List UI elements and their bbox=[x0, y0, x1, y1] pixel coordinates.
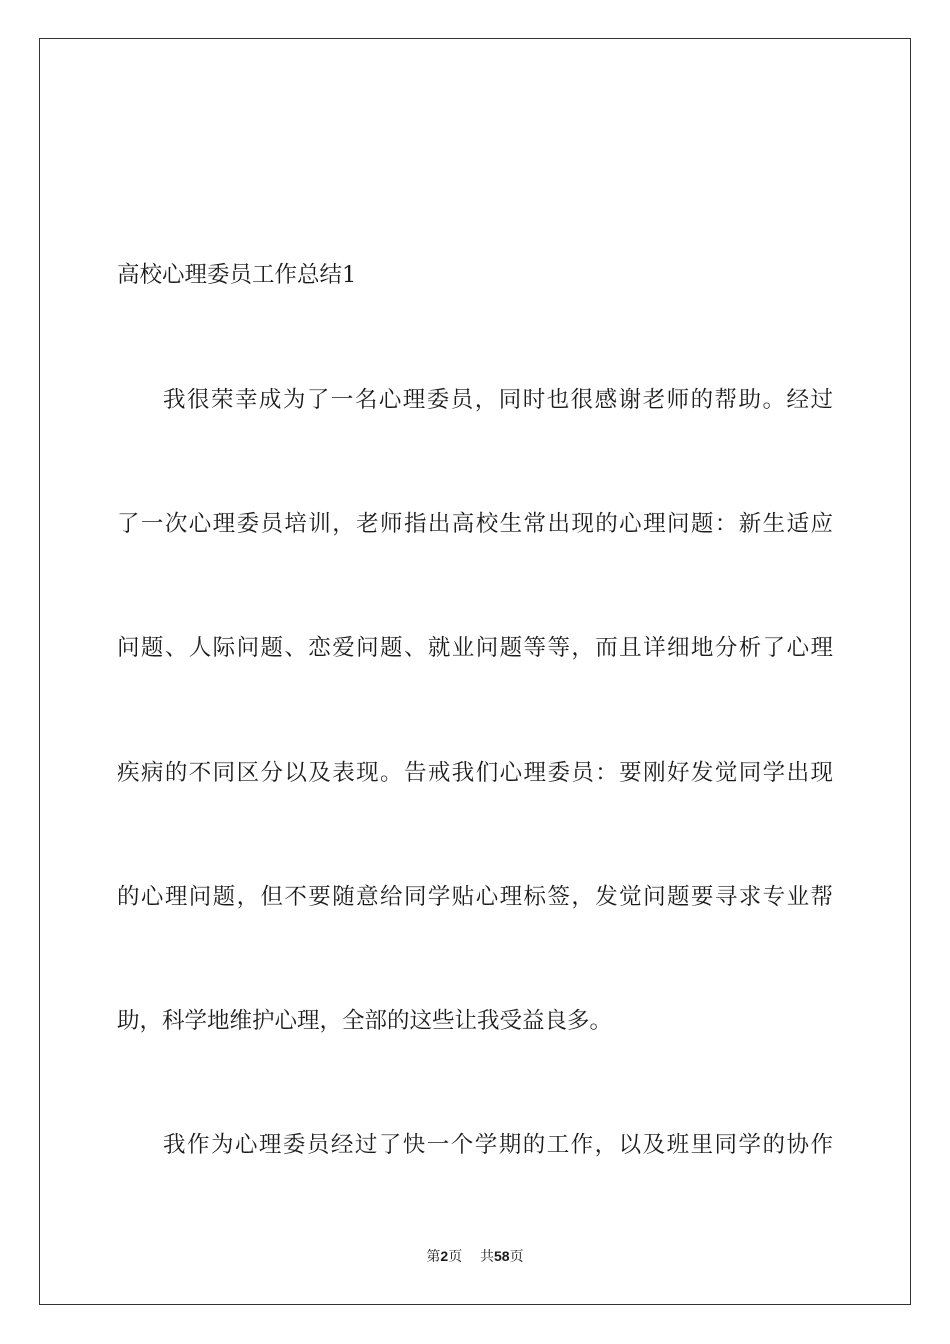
paragraph-line-7: 我作为心理委员经过了快一个学期的工作，以及班里同学的协作 bbox=[163, 1132, 833, 1158]
paragraph-line-4: 疾病的不同区分以及表现。告戒我们心理委员：要刚好发觉同学出现 bbox=[117, 760, 833, 786]
footer-total-suffix: 页 bbox=[509, 1249, 524, 1265]
document-title: 高校心理委员工作总结1 bbox=[117, 262, 357, 288]
page-border bbox=[39, 38, 911, 1305]
footer-total-prefix: 共 bbox=[480, 1249, 495, 1265]
paragraph-line-2: 了一次心理委员培训，老师指出高校生常出现的心理问题：新生适应 bbox=[117, 511, 833, 537]
footer-page-prefix: 第 bbox=[426, 1249, 441, 1265]
footer-page-current: 2 bbox=[440, 1248, 449, 1264]
page-footer bbox=[0, 1246, 950, 1267]
footer-page-total: 58 bbox=[494, 1248, 510, 1264]
paragraph-line-3: 问题、人际问题、恋爱问题、就业问题等等，而且详细地分析了心理 bbox=[117, 635, 833, 661]
footer-page-suffix: 页 bbox=[448, 1249, 463, 1265]
paragraph-line-1: 我很荣幸成为了一名心理委员，同时也很感谢老师的帮助。经过 bbox=[163, 387, 833, 413]
paragraph-line-5: 的心理问题，但不要随意给同学贴心理标签，发觉问题要寻求专业帮 bbox=[117, 884, 833, 910]
paragraph-line-6: 助，科学地维护心理，全部的这些让我受益良多。 bbox=[117, 1008, 613, 1034]
